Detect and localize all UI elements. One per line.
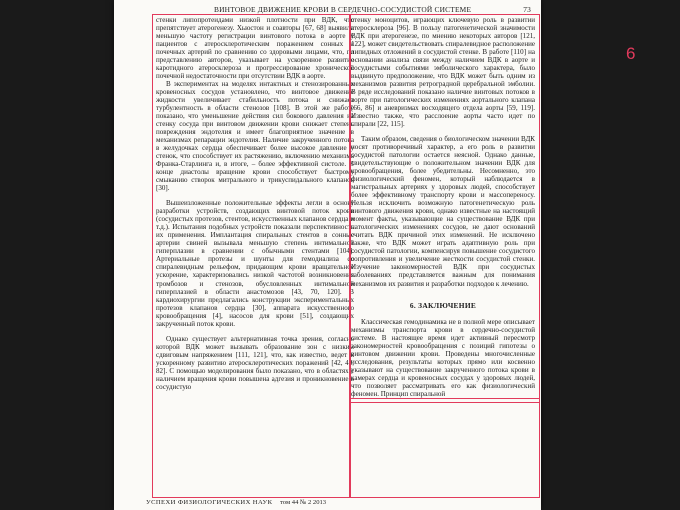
paragraph: Таким образом, сведения о биологическом значении ВДК носят противоречивый характер, а его роль в развитии сосудистой патологии остается неясной. Однако данные, свидетельствующие о положительном значении ВДК для кровообращения, более убедительны. Несомненно, это физиологический феномен, который наблюдается в магистральных артериях у здоровых людей, способствует более эффективному транспорту крови и массопереносу. Нельзя исключить возможную патогенетическую роль винтового движения крови, однако известные на настоящий момент факты, указывающие на существование ВДК при патологических изменениях сосудов, не дают оснований считать ВДК причиной этих изменений. Не исключено также, что ВДК может играть адаптивную роль при сосудистой патологии, компенсируя повышение сосудистого сопротивления и увеличение жесткости сосудистой стенки. Изучение закономерностей ВДК при сосудистых заболеваниях представляется важным для понимания механизмов их развития и разработки подходов к лечению. bbox=[351, 135, 535, 288]
paragraph: Однако существует альтернативная точка зрения, согласно которой ВДК может вызывать образование зон с низким сдвиговым напряжением [111, 121], что, как известно, ведет к ускоренному развитию атеросклеротических поражений [42, 48, 82]. С помощью моделирования было показано, что в областях с наличием вращения крови повышена адгезия и проникновение в сосудистую bbox=[156, 334, 354, 391]
page-number: 73 bbox=[523, 5, 531, 14]
slide-number: 6 bbox=[626, 44, 636, 63]
paragraph: стенку моноцитов, играющих ключевую роль в развитии атеросклероза [96]. В пользу патогенетической значимости ВДК при атерогенезе, по мнению некоторых авторов [121, 122], может свидетельствовать спиралевидное расположение липидных отложений в сосудистой стенке. В работе [110] на основании анализа связи между наличием ВДК в аорте и сосудистыми событиями эмболического характера, было выдвинуто предположение, что ВДК может быть одним из механизмов развития ретроградной церебральной эмболии. В ряде исследований показано наличие винтовых потоков в аорте при патологических изменениях аортального клапана [66, 86] и аневризмах восходящего отдела аорты [59, 119]. Известно также, что расслоение аорты часто идет по спирали [22, 115]. bbox=[351, 16, 535, 129]
right-text-column bbox=[351, 16, 535, 499]
paragraph: стенки липопротеидами низкой плотности при ВДК, что препятствует атерогенезу. Хьюстон и соавторы [67, 68] выявили меньшую частоту регистрации винтового потока в аорте у пациентов с атеросклеротическим поражением сонных и почечных артерий по сравнению со здоровыми лицами, что, по представлению авторов, указывает на ускоренное развитие каротидного атеросклероза и прогрессирование хронической почечной недостаточности при отсутствии ВДК в аорте. bbox=[156, 16, 354, 81]
paragraph: В экспериментах на моделях интактных и стенозированных кровеносных сосудов установлено, что винтовое движение жидкости увеличивает стабильность потока и снижает турбулентность в области стенозов [108]. В этой же работе показано, что уменьшение действия сил бокового давления на стенку сосуда при винтовом движении крови снижает степень повреждения эндотелия и имеет благоприятное значение в механизмах репарации эндотелия. Наличие закрученного потока в желудочках сердца обеспечивает более высокое давление у стенок, что способствует их растяжению, включению механизма Франка-Старлинга и, в итоге, – более эффективной систоле. В конце диастолы вращение крови способствует быстрому смыканию створок митрального и трикуспидального клапанов [30]. bbox=[156, 80, 354, 193]
footer-journal: УСПЕХИ ФИЗИОЛОГИЧЕСКИХ НАУК bbox=[146, 499, 273, 506]
left-text-column bbox=[156, 16, 354, 499]
section-heading: 6. ЗАКЛЮЧЕНИЕ bbox=[409, 300, 477, 310]
paragraph: Вышеизложенные положительные эффекты легли в основу разработки устройств, создающих винтовой поток крови (сосудистых протезов, стентов, искусственных клапанов сердца и т.д.). Испытания подобных устройств показали перспективность их применения. Имплантация спиральных стентов в сонные артерии свиней вызывала меньшую степень интимальной гиперплазии в сравнении с обычными стентами [104]. Артериальные протезы и шунты для гемодиализа со спиралевидным рельефом, придающим крови вращательное ускорение, характеризовались низкой частотой возникновения тромбозов и стенозов, обусловленных интимальной гиперплазией в области анастомозов [43, 70, 120]. В кардиохирургии предлагались конструкции экспериментальных протезов клапанов сердца [30], аппарата искусственного кровообращения [4], насосов для крови [51], создающих закрученный поток крови. bbox=[156, 199, 354, 328]
document-page bbox=[114, 0, 541, 510]
running-header-title: ВИНТОВОЕ ДВИЖЕНИЕ КРОВИ В СЕРДЕЧНО-СОСУДИСТОЙ СИСТЕМЕ bbox=[214, 5, 472, 14]
page-footer bbox=[114, 499, 541, 509]
footer-volume: том 44 № 2 2013 bbox=[280, 499, 327, 506]
paragraph: Классическая гемодинамика не в полной мере описывает механизмы транспорта крови в сердечно-сосудистой системе. В настоящее время идет активный пересмотр закономерностей кровообращения с позиций гипотезы о винтовом движении крови. Проведены многочисленные исследования, результаты которых прямо или косвенно указывают на существование закрученного потока крови в камерах сердца и кровеносных сосудах у здоровых людей, что позволяет рассматривать его как физиологический феномен. Принцип спиральной bbox=[351, 317, 535, 398]
running-header bbox=[114, 3, 541, 15]
